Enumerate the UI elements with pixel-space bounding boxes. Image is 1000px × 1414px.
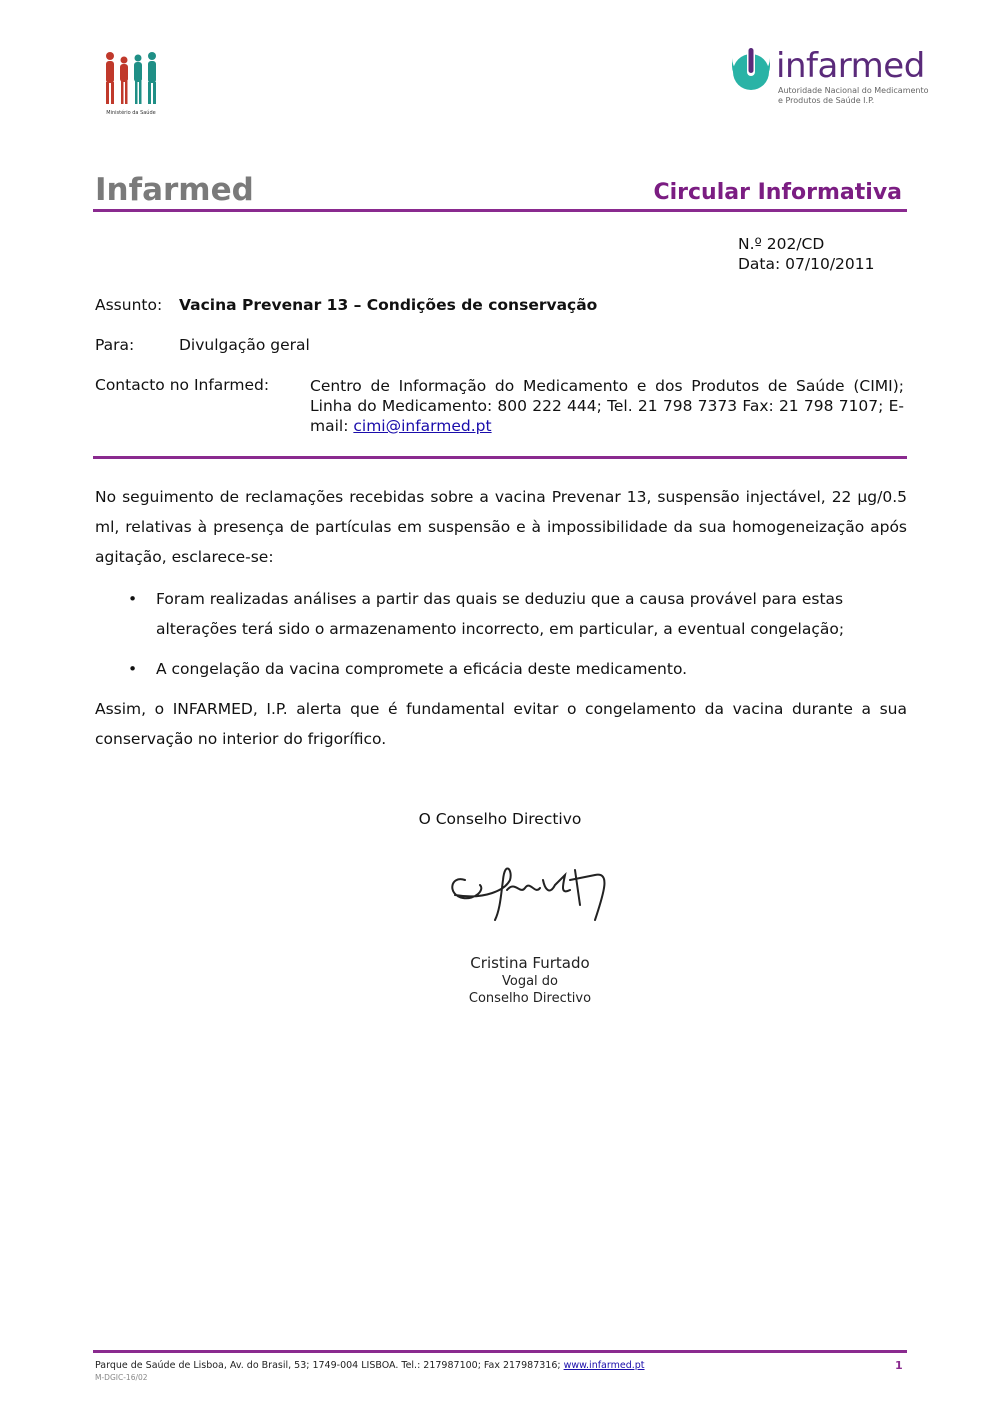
- bullet-item: Foram realizadas análises a partir das quais se deduziu que a causa provável para estas alterações terá sido o armazenamento incorrecto, em particular, a eventual congelação;: [156, 590, 845, 638]
- contact-label: Contacto no Infarmed:: [95, 376, 270, 394]
- signer-role: [440, 973, 620, 1007]
- board-signoff: O Conselho Directivo: [418, 810, 582, 828]
- contact-email-link[interactable]: cimi@infarmed.pt: [353, 417, 492, 435]
- conclusion-paragraph: Assim, o INFARMED, I.P. alerta que é fundamental evitar o congelamento da vacina durante a sua conservação no interior do frigorífico.: [95, 700, 907, 748]
- handwritten-signature: [445, 850, 620, 930]
- infarmed-logo-mark: [728, 48, 774, 94]
- intro-paragraph: No seguimento de reclamações recebidas sobre a vacina Prevenar 13, suspensão injectável, 22 µg/0.5 ml, relativas à presença de partículas em suspensão e à impossibilidade da sua homogeneização após agitação, esclarece-se:: [95, 488, 907, 566]
- circular-meta: [738, 234, 875, 274]
- document-type: Circular Informativa: [653, 180, 902, 205]
- contact-value: [310, 376, 904, 436]
- fields-divider: [93, 456, 907, 459]
- infarmed-logo-wordmark: infarmed: [776, 46, 925, 86]
- footer-address-text: Parque de Saúde de Lisboa, Av. do Brasil, 53; 1749-004 LISBOA. Tel.: 217987100; Fax 217987316;: [95, 1360, 564, 1371]
- circular-number: N.º 202/CD: [738, 235, 825, 253]
- bullet-marker: •: [128, 590, 138, 608]
- bullet-item: A congelação da vacina compromete a eficácia deste medicamento.: [156, 660, 688, 678]
- signer-role-line2: Conselho Directivo: [468, 991, 592, 1006]
- to-value: Divulgação geral: [179, 336, 310, 354]
- header-divider: [93, 209, 907, 212]
- infarmed-sub-line2: e Produtos de Saúde I.P.: [778, 96, 875, 105]
- page-number: 1: [895, 1359, 903, 1372]
- infarmed-logo-subtitle: [778, 86, 929, 106]
- signer-role-line1: Vogal do: [501, 974, 558, 989]
- circular-date: Data: 07/10/2011: [738, 255, 875, 273]
- subject-label: Assunto:: [95, 296, 163, 314]
- infarmed-sub-line1: Autoridade Nacional do Medicamento: [778, 86, 929, 95]
- footer-divider: [93, 1350, 907, 1353]
- bullet-marker: •: [128, 660, 138, 678]
- footer-website-link[interactable]: www.infarmed.pt: [563, 1360, 645, 1371]
- form-code: M-DGIC-16/02: [95, 1373, 148, 1382]
- ministry-caption: Ministério da Saúde: [106, 110, 156, 116]
- ministry-logo: [100, 48, 162, 118]
- contact-text: Centro de Informação do Medicamento e dos Produtos de Saúde (CIMI); Linha do Medicamento: 800 222 444; Tel. 21 798 7373 Fax: 21 798 7107; E-mail:: [310, 377, 904, 435]
- to-label: Para:: [95, 336, 135, 354]
- signer-name: Cristina Furtado: [470, 954, 590, 972]
- page-title: Infarmed: [95, 172, 254, 208]
- footer-address: [95, 1360, 645, 1371]
- subject-value: Vacina Prevenar 13 – Condições de conservação: [179, 296, 598, 314]
